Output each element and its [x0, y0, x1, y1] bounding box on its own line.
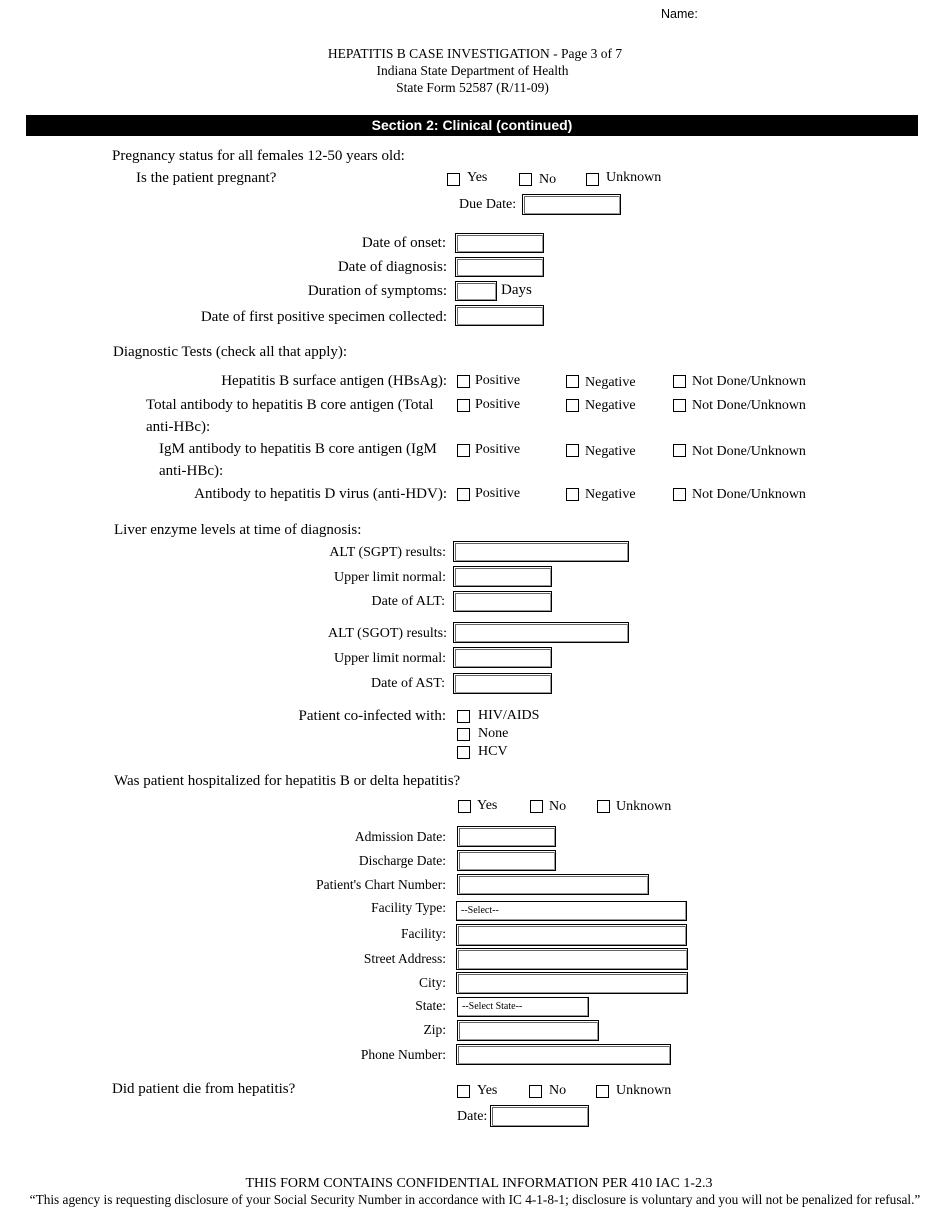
- ssn-notice: “This agency is requesting disclosure of your Social Security Number in accordance with IC 4-1-8-1; disclosure is voluntary and you will not be penalized for refusal.”: [29, 1192, 921, 1207]
- death-no-checkbox[interactable]: [529, 1085, 542, 1098]
- hospitalized-yes-label: Yes: [477, 798, 498, 813]
- total-hbc-positive-checkbox[interactable]: [457, 399, 470, 412]
- test-igm-hbc-label-2: anti-HBc):: [159, 463, 224, 479]
- hospitalized-unknown-label: Unknown: [616, 799, 672, 814]
- admission-date-input[interactable]: [457, 826, 556, 847]
- street-address-label: Street Address:: [363, 951, 446, 966]
- hdv-negative-label: Negative: [585, 487, 636, 502]
- igm-hbc-positive-label: Positive: [475, 442, 521, 457]
- upper-limit-ast-label: Upper limit normal:: [334, 651, 446, 666]
- pregnancy-question: Is the patient pregnant?: [136, 170, 277, 186]
- form-number: State Form 52587 (R/11-09): [396, 80, 549, 95]
- death-unknown-checkbox[interactable]: [596, 1085, 609, 1098]
- discharge-label: Discharge Date:: [358, 853, 446, 868]
- alt-sgpt-label: ALT (SGPT) results:: [329, 545, 446, 560]
- death-yes-label: Yes: [477, 1083, 498, 1098]
- igm-hbc-unknown-label: Not Done/Unknown: [692, 444, 806, 459]
- hbsag-negative-label: Negative: [585, 375, 636, 390]
- first-positive-label: Date of first positive specimen collected:: [200, 309, 447, 325]
- duration-unit: Days: [501, 282, 532, 298]
- date-ast-label: Date of AST:: [371, 676, 445, 691]
- facility-type-label: Facility Type:: [371, 900, 446, 915]
- phone-label: Phone Number:: [360, 1047, 446, 1062]
- total-hbc-negative-label: Negative: [585, 398, 636, 413]
- diagnostic-heading: Diagnostic Tests (check all that apply):: [113, 344, 348, 360]
- due-date-input[interactable]: [522, 194, 621, 215]
- state-select[interactable]: --Select State--: [457, 997, 589, 1017]
- discharge-date-input[interactable]: [457, 850, 556, 871]
- test-igm-hbc-label: IgM antibody to hepatitis B core antigen (IgM: [159, 441, 437, 457]
- coinfection-hiv-label: HIV/AIDS: [478, 708, 540, 723]
- total-hbc-positive-label: Positive: [475, 397, 521, 412]
- state-label: State:: [415, 998, 446, 1013]
- igm-hbc-positive-checkbox[interactable]: [457, 444, 470, 457]
- hdv-negative-checkbox[interactable]: [566, 488, 579, 501]
- date-alt-input[interactable]: [453, 591, 552, 612]
- facility-type-select[interactable]: --Select--: [456, 901, 687, 921]
- admission-label: Admission Date:: [354, 829, 446, 844]
- total-hbc-unknown-checkbox[interactable]: [673, 399, 686, 412]
- hospitalized-no-label: No: [549, 799, 567, 814]
- duration-input[interactable]: [455, 281, 497, 301]
- coinfection-hiv-checkbox[interactable]: [457, 710, 470, 723]
- test-total-hbc-label: Total antibody to hepatitis B core antigen (Total: [146, 397, 434, 413]
- death-unknown-label: Unknown: [616, 1083, 672, 1098]
- hbsag-negative-checkbox[interactable]: [566, 375, 579, 388]
- igm-hbc-negative-checkbox[interactable]: [566, 444, 579, 457]
- coinfection-hcv-checkbox[interactable]: [457, 746, 470, 759]
- igm-hbc-negative-label: Negative: [585, 444, 636, 459]
- upper-limit-alt-label: Upper limit normal:: [334, 570, 446, 585]
- coinfection-label: Patient co-infected with:: [298, 708, 446, 724]
- alt-sgpt-input[interactable]: [453, 541, 629, 562]
- facility-input[interactable]: [456, 924, 687, 946]
- date-ast-input[interactable]: [453, 673, 552, 694]
- hdv-unknown-label: Not Done/Unknown: [692, 487, 806, 502]
- city-label: City:: [418, 975, 446, 990]
- hdv-unknown-checkbox[interactable]: [673, 488, 686, 501]
- pregnant-yes-label: Yes: [467, 170, 488, 185]
- onset-date-input[interactable]: [455, 233, 544, 253]
- chart-number-label: Patient's Chart Number:: [316, 877, 446, 892]
- total-hbc-negative-checkbox[interactable]: [566, 399, 579, 412]
- test-total-hbc-label-2: anti-HBc):: [146, 419, 211, 435]
- pregnancy-heading: Pregnancy status for all females 12-50 years old:: [112, 148, 405, 164]
- hbsag-unknown-label: Not Done/Unknown: [692, 374, 806, 389]
- zip-label: Zip:: [423, 1022, 446, 1037]
- pregnant-yes-checkbox[interactable]: [447, 173, 460, 186]
- street-address-input[interactable]: [456, 948, 688, 970]
- due-date-label: Due Date:: [459, 197, 517, 212]
- death-no-label: No: [549, 1083, 567, 1098]
- agency-name: Indiana State Department of Health: [376, 63, 569, 78]
- pregnant-unknown-checkbox[interactable]: [586, 173, 599, 186]
- death-date-label: Date:: [457, 1109, 488, 1124]
- igm-hbc-unknown-checkbox[interactable]: [673, 444, 686, 457]
- hdv-positive-label: Positive: [475, 486, 521, 501]
- facility-label: Facility:: [401, 926, 446, 941]
- upper-limit-ast-input[interactable]: [453, 647, 552, 668]
- diagnosis-date-input[interactable]: [455, 257, 544, 277]
- pregnant-no-label: No: [539, 172, 557, 187]
- city-input[interactable]: [456, 972, 688, 994]
- first-positive-date-input[interactable]: [455, 305, 544, 326]
- test-hbsag-label: Hepatitis B surface antigen (HBsAg):: [221, 373, 447, 389]
- onset-label: Date of onset:: [361, 235, 446, 251]
- name-label: Name:: [661, 7, 698, 21]
- hbsag-positive-checkbox[interactable]: [457, 375, 470, 388]
- chart-number-input[interactable]: [457, 874, 649, 895]
- pregnant-unknown-label: Unknown: [606, 170, 662, 185]
- hospitalized-no-checkbox[interactable]: [530, 800, 543, 813]
- coinfection-none-label: None: [478, 726, 509, 741]
- hbsag-positive-label: Positive: [475, 373, 521, 388]
- total-hbc-unknown-label: Not Done/Unknown: [692, 398, 806, 413]
- coinfection-hcv-label: HCV: [478, 744, 508, 759]
- hospitalized-question: Was patient hospitalized for hepatitis B or delta hepatitis?: [114, 773, 461, 789]
- liver-heading: Liver enzyme levels at time of diagnosis:: [114, 522, 362, 538]
- duration-label: Duration of symptoms:: [307, 283, 447, 299]
- pregnant-no-checkbox[interactable]: [519, 173, 532, 186]
- phone-input[interactable]: [456, 1044, 671, 1065]
- hdv-positive-checkbox[interactable]: [457, 488, 470, 501]
- alt-sgot-input[interactable]: [453, 622, 629, 643]
- death-question: Did patient die from hepatitis?: [112, 1081, 296, 1097]
- confidential-notice: THIS FORM CONTAINS CONFIDENTIAL INFORMATION PER 410 IAC 1-2.3: [245, 1176, 713, 1191]
- test-hdv-label: Antibody to hepatitis D virus (anti-HDV):: [194, 486, 447, 502]
- hospitalized-unknown-checkbox[interactable]: [597, 800, 610, 813]
- death-date-input[interactable]: [490, 1105, 589, 1127]
- hbsag-unknown-checkbox[interactable]: [673, 375, 686, 388]
- death-yes-checkbox[interactable]: [457, 1085, 470, 1098]
- section-header: Section 2: Clinical (continued): [26, 115, 918, 136]
- date-alt-label: Date of ALT:: [371, 594, 445, 609]
- coinfection-none-checkbox[interactable]: [457, 728, 470, 741]
- zip-input[interactable]: [457, 1020, 599, 1041]
- upper-limit-alt-input[interactable]: [453, 566, 552, 587]
- form-title: HEPATITIS B CASE INVESTIGATION - Page 3 of 7: [327, 46, 623, 61]
- hospitalized-yes-checkbox[interactable]: [458, 800, 471, 813]
- diagnosis-label: Date of diagnosis:: [337, 259, 447, 275]
- alt-sgot-label: ALT (SGOT) results:: [328, 626, 447, 641]
